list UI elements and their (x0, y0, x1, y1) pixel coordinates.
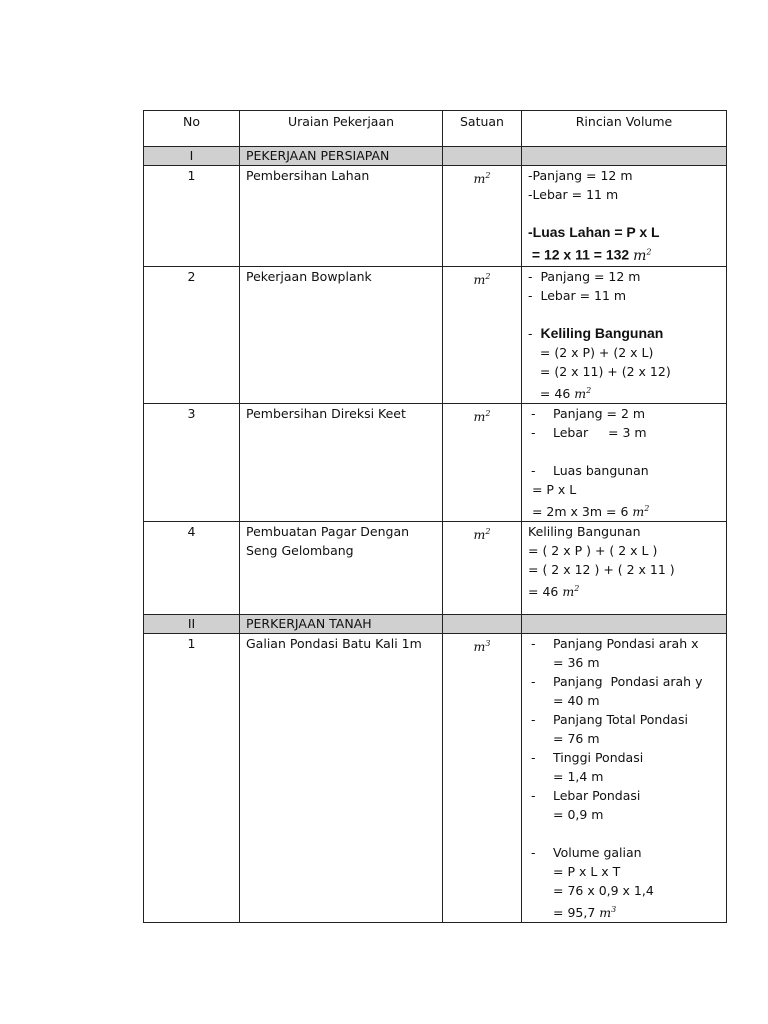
header-satuan: Satuan (443, 111, 522, 147)
row-uraian: Pembersihan Lahan (240, 166, 443, 267)
row-no: 4 (144, 521, 240, 614)
row-unit: $m^2$ (443, 403, 522, 521)
row-uraian: Pembuatan Pagar Dengan Seng Gelombang (240, 521, 443, 614)
section-no: II (144, 614, 240, 633)
section-row (144, 147, 727, 166)
row-no: 2 (144, 266, 240, 403)
table-row (144, 633, 727, 922)
row-rincian: - Panjang = 2 m - Lebar = 3 m - Luas bangunan = P x L = 2m x 3m = 6 $m^2$ (522, 403, 727, 521)
row-rincian: Keliling Bangunan = ( 2 x P ) + ( 2 x L ) = ( 2 x 12 ) + ( 2 x 11 ) = 46 $m^2$ (522, 521, 727, 614)
row-unit: $m^2$ (443, 266, 522, 403)
table-row (144, 166, 727, 267)
row-rincian: - Panjang = 12 m - Lebar = 11 m - Keliling Bangunan = (2 x P) + (2 x L) = (2 x 11) + (2 x 12) = 46 $m^2$ (522, 266, 727, 403)
row-rincian: - Panjang Pondasi arah x = 36 m - Panjang Pondasi arah y = 40 m - Panjang Total Pondasi = 76 m - Tinggi Pondasi = 1,4 m - Lebar Pondasi = 0,9 m - Volume galian = P x L x T = 76 x 0,9 x 1,4 = 95,7 $m^3$ (522, 633, 727, 922)
row-no: 1 (144, 633, 240, 922)
header-rincian: Rincian Volume (522, 111, 727, 147)
section-row (144, 614, 727, 633)
section-no: I (144, 147, 240, 166)
header-no: No (144, 111, 240, 147)
row-rincian: -Panjang = 12 m -Lebar = 11 m -Luas Lahan = P x L = 12 x 11 = 132 $m^2$ (522, 166, 727, 267)
row-unit: $m^3$ (443, 633, 522, 922)
header-uraian: Uraian Pekerjaan (240, 111, 443, 147)
row-uraian: Pembersihan Direksi Keet (240, 403, 443, 521)
section-title: PEKERJAAN PERSIAPAN (240, 147, 443, 166)
section-title: PERKERJAAN TANAH (240, 614, 443, 633)
row-uraian: Pekerjaan Bowplank (240, 266, 443, 403)
row-unit: $m^2$ (443, 521, 522, 614)
table-row (144, 521, 727, 614)
row-uraian: Galian Pondasi Batu Kali 1m (240, 633, 443, 922)
row-unit: $m^2$ (443, 166, 522, 267)
volume-table (143, 110, 727, 923)
table-header-row (144, 111, 727, 147)
row-no: 3 (144, 403, 240, 521)
table-row (144, 403, 727, 521)
row-no: 1 (144, 166, 240, 267)
table-row (144, 266, 727, 403)
